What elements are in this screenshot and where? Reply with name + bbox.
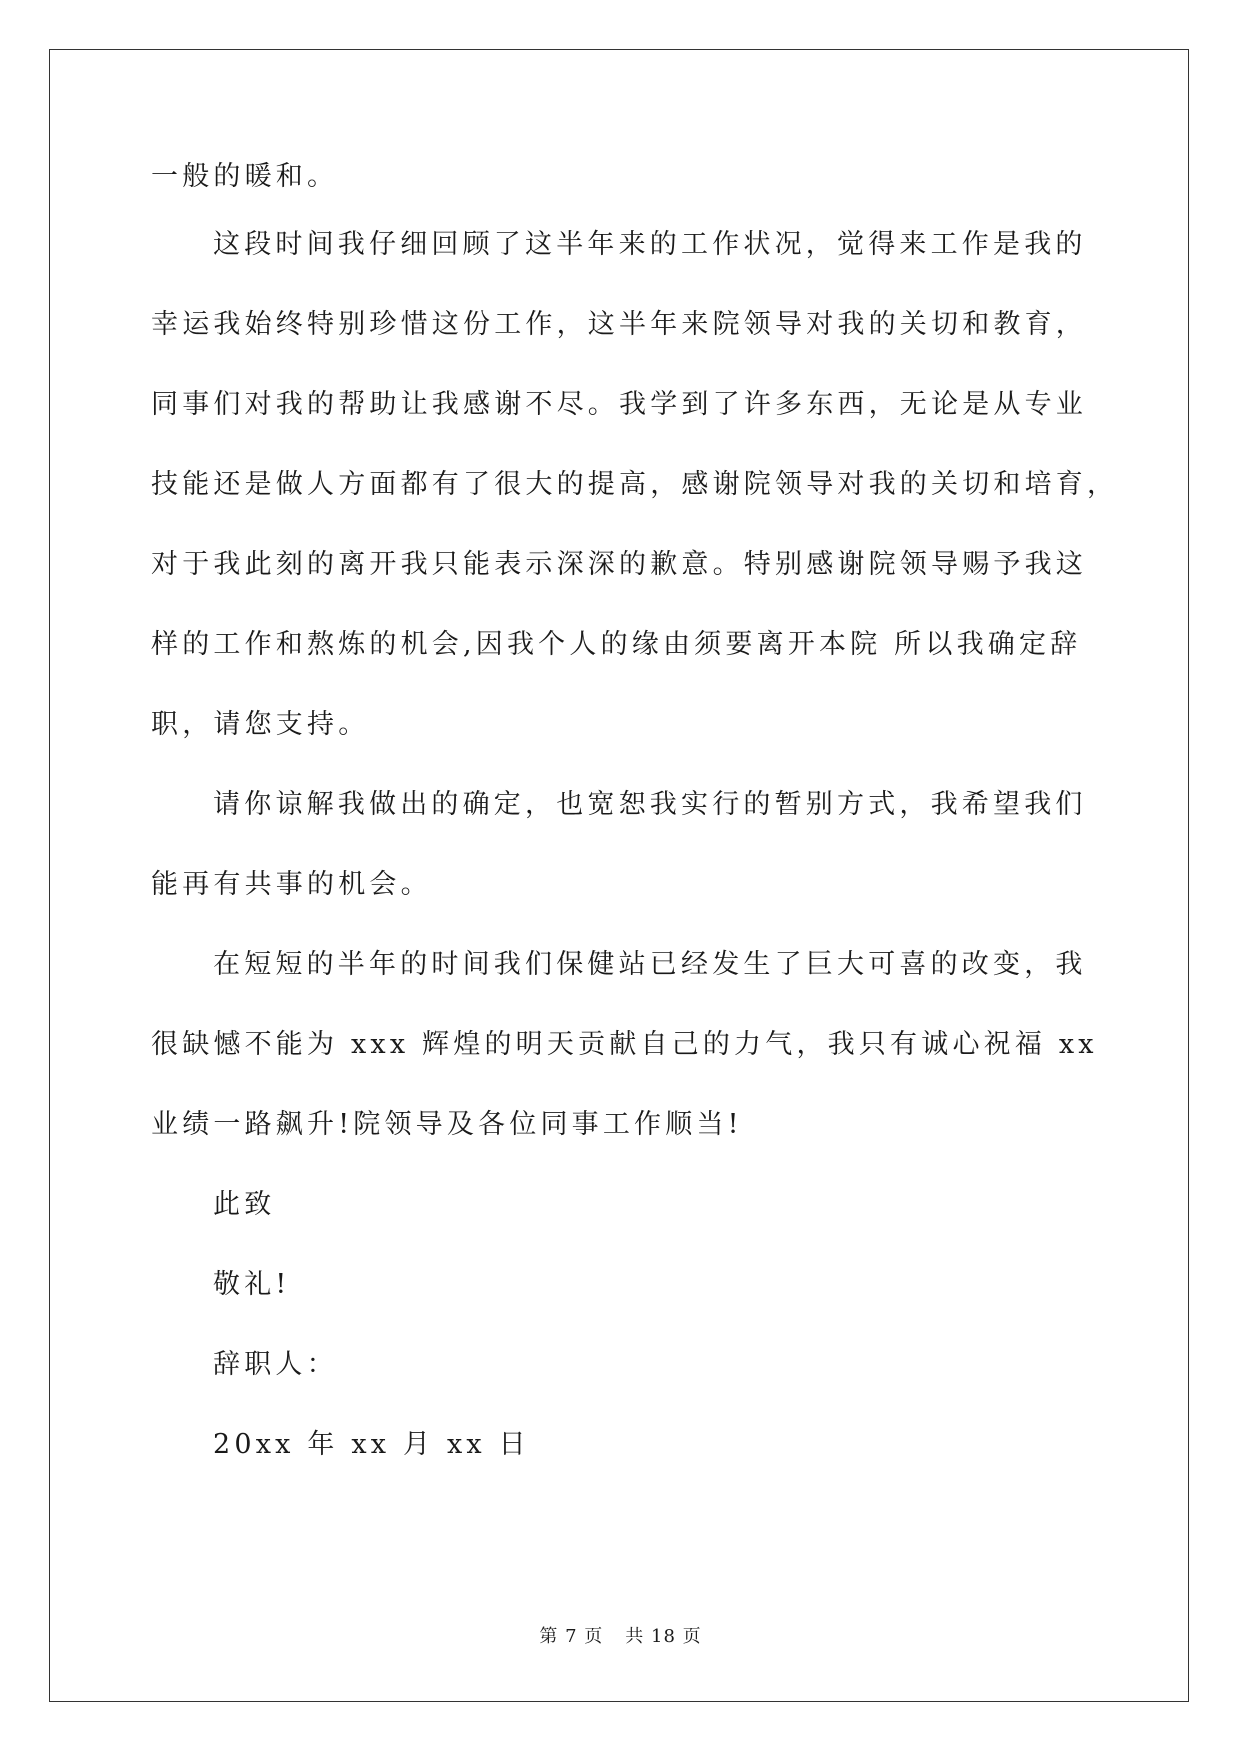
text-line: 能再有共事的机会。	[151, 869, 432, 900]
closing-regards: 敬礼!	[213, 1269, 291, 1300]
text-line: 业绩一路飙升!院领导及各位同事工作顺当!	[151, 1109, 743, 1140]
page-number-current: 第 7 页	[539, 1626, 604, 1647]
text-line: 这段时间我仔细回顾了这半年来的工作状况，觉得来工作是我的	[213, 229, 1087, 260]
closing-salutation: 此致	[213, 1189, 276, 1220]
page-footer	[0, 1625, 1241, 1649]
date-line: 20xx 年 xx 月 xx 日	[213, 1429, 530, 1460]
text-line: 请你谅解我做出的确定，也宽恕我实行的暂别方式，我希望我们	[213, 789, 1087, 820]
signature-label: 辞职人：	[213, 1349, 338, 1380]
text-line: 一般的暖和。	[151, 161, 339, 192]
text-line: 幸运我始终特别珍惜这份工作，这半年来院领导对我的关切和教育，	[151, 309, 1087, 340]
text-line: 很缺憾不能为 xxx 辉煌的明天贡献自己的力气，我只有诚心祝福 xx	[151, 1029, 1098, 1060]
text-line: 同事们对我的帮助让我感谢不尽。我学到了许多东西，无论是从专业	[151, 389, 1087, 420]
text-line: 对于我此刻的离开我只能表示深深的歉意。特别感谢院领导赐予我这	[151, 549, 1087, 580]
text-line: 职，请您支持。	[151, 709, 370, 740]
text-line: 技能还是做人方面都有了很大的提高，感谢院领导对我的关切和培育，	[151, 469, 1119, 500]
text-line: 样的工作和熬炼的机会,因我个人的缘由须要离开本院 所以我确定辞	[151, 629, 1082, 660]
page-number-total: 共 18 页	[625, 1626, 702, 1647]
text-line: 在短短的半年的时间我们保健站已经发生了巨大可喜的改变，我	[213, 949, 1087, 980]
